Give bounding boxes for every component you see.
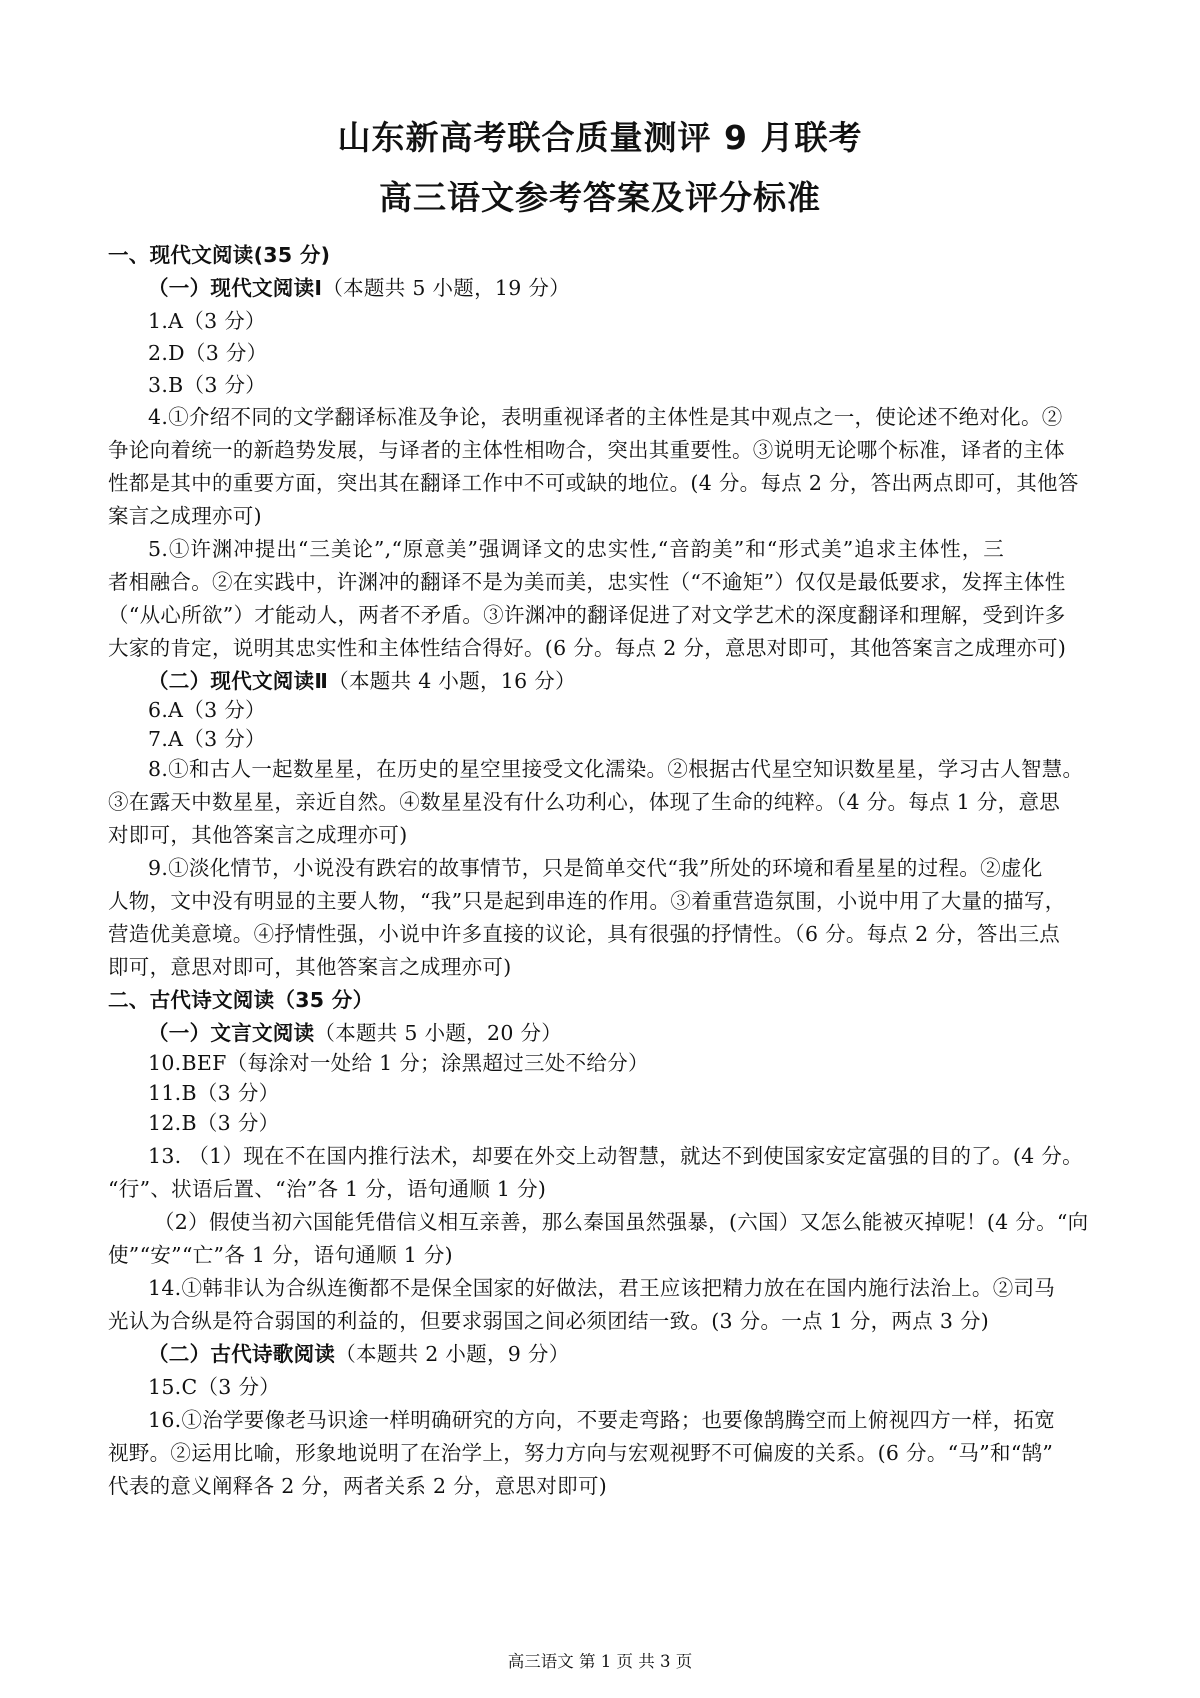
answer-q16-line: 代表的意义阐释各 2 分，两者关系 2 分，意思对即可) <box>108 1474 608 1498</box>
answer-q13-1-line: “行”、状语后置、“治”各 1 分，语句通顺 1 分) <box>108 1177 547 1201</box>
subsection-heading-3 <box>148 1016 562 1046</box>
answer-q15: 15.C（3 分） <box>148 1375 281 1399</box>
answer-q16-line: 16.①治学要像老马识途一样明确研究的方向，不要走弯路；也要像鹄腾空而上俯视四方一样，拓宽 <box>148 1408 1056 1432</box>
answer-q9-line: 人物，文中没有明显的主要人物，“我”只是起到串连的作用。③着重营造氛围，小说中用了大量的描写， <box>108 889 1066 913</box>
answer-q8-line: ③在露天中数星星，亲近自然。④数星星没有什么功利心，体现了生命的纯粹。（4 分。每点 1 分，意思 <box>108 790 1061 814</box>
answer-q9-line: 营造优美意境。④抒情性强，小说中许多直接的议论，具有很强的抒情性。（6 分。每点 2 分，答出三点 <box>108 922 1061 946</box>
subsection-label: （一）现代文阅读Ⅰ <box>148 276 323 300</box>
answer-q14-line: 14.①韩非认为合纵连衡都不是保全国家的好做法，君王应该把精力放在在国内施行法治上。②司马 <box>148 1276 1056 1300</box>
answer-q13-2-line: （2）假使当初六国能凭借信义相互亲善，那么秦国虽然强暴，(六国）又怎么能被灭掉呢！(4 分。“向 <box>154 1210 1089 1234</box>
section-heading-2: 二、古代诗文阅读（35 分） <box>108 988 374 1012</box>
subsection-label: （二）现代文阅读Ⅱ <box>148 669 329 693</box>
answer-q8-line: 8.①和古人一起数星星，在历史的星空里接受文化濡染。②根据古代星空知识数星星，学习古人智慧。 <box>148 757 1084 781</box>
subsection-note: （本题共 4 小题，16 分） <box>328 669 576 693</box>
answer-q5-line: 大家的肯定，说明其忠实性和主体性结合得好。(6 分。每点 2 分，意思对即可，其他答案言之成理亦可) <box>108 636 1067 660</box>
answer-q4-line: 4.①介绍不同的文学翻译标准及争论，表明重视译者的主体性是其中观点之一，使论述不绝对化。② <box>148 405 1063 429</box>
subsection-heading-1 <box>148 271 570 301</box>
answer-q3: 3.B（3 分） <box>148 373 267 397</box>
answer-q2: 2.D（3 分） <box>148 341 268 365</box>
answer-q1: 1.A（3 分） <box>148 309 266 333</box>
answer-q7: 7.A（3 分） <box>148 727 266 751</box>
subsection-heading-4 <box>148 1337 570 1367</box>
answer-q5-line: 5.①许渊冲提出“三美论”,“原意美”强调译文的忠实性,“音韵美”和“形式美”追求主体性，三 <box>148 537 1004 561</box>
section-heading-1: 一、现代文阅读(35 分) <box>108 243 331 267</box>
answer-q11: 11.B（3 分） <box>148 1081 280 1105</box>
answer-q10: 10.BEF（每涂对一处给 1 分；涂黑超过三处不给分） <box>148 1051 649 1075</box>
subsection-note: （本题共 2 小题，9 分） <box>335 1342 570 1366</box>
answer-q5-line: （“从心所欲”）才能动人，两者不矛盾。③许渊冲的翻译促进了对文学艺术的深度翻译和理解，受到许多 <box>108 603 1066 627</box>
answer-q4-line: 性都是其中的重要方面，突出其在翻译工作中不可或缺的地位。(4 分。每点 2 分，答出两点即可，其他答 <box>108 471 1079 495</box>
answer-q12: 12.B（3 分） <box>148 1111 280 1135</box>
page-title: 山东新高考联合质量测评 9 月联考 <box>337 118 863 157</box>
subsection-note: （本题共 5 小题，19 分） <box>322 276 571 300</box>
subsection-heading-2 <box>148 664 576 694</box>
page-footer: 高三语文 第 1 页 共 3 页 <box>507 1652 693 1671</box>
answer-q8-line: 对即可，其他答案言之成理亦可) <box>108 823 408 847</box>
page-subtitle: 高三语文参考答案及评分标准 <box>379 178 821 217</box>
answer-q4-line: 争论向着统一的新趋势发展，与译者的主体性相吻合，突出其重要性。③说明无论哪个标准，译者的主体 <box>108 438 1065 462</box>
answer-q14-line: 光认为合纵是符合弱国的利益的，但要求弱国之间必须团结一致。(3 分。一点 1 分，两点 3 分) <box>108 1309 990 1333</box>
subsection-label: （二）古代诗歌阅读 <box>148 1342 336 1366</box>
answer-q13-2-line: 使”“安”“亡”各 1 分，语句通顺 1 分) <box>108 1243 453 1267</box>
answer-q4-line: 案言之成理亦可) <box>108 504 262 528</box>
answer-q13-1-line: 13. （1）现在不在国内推行法术，却要在外交上动智慧，就达不到使国家安定富强的目的了。(4 分。 <box>148 1144 1083 1168</box>
subsection-note: （本题共 5 小题，20 分） <box>314 1021 563 1045</box>
answer-q5-line: 者相融合。②在实践中，许渊冲的翻译不是为美而美，忠实性（“不逾矩”）仅仅是最低要求，发挥主体性 <box>108 570 1066 594</box>
answer-q6: 6.A（3 分） <box>148 698 266 722</box>
answer-q9-line: 即可，意思对即可，其他答案言之成理亦可) <box>108 955 512 979</box>
answer-q9-line: 9.①淡化情节，小说没有跌宕的故事情节，只是简单交代“我”所处的环境和看星星的过程。②虚化 <box>148 856 1043 880</box>
subsection-label: （一）文言文阅读 <box>148 1021 315 1045</box>
answer-q16-line: 视野。②运用比喻，形象地说明了在治学上，努力方向与宏观视野不可偏废的关系。(6 分。“马”和“鹄” <box>108 1441 1054 1465</box>
